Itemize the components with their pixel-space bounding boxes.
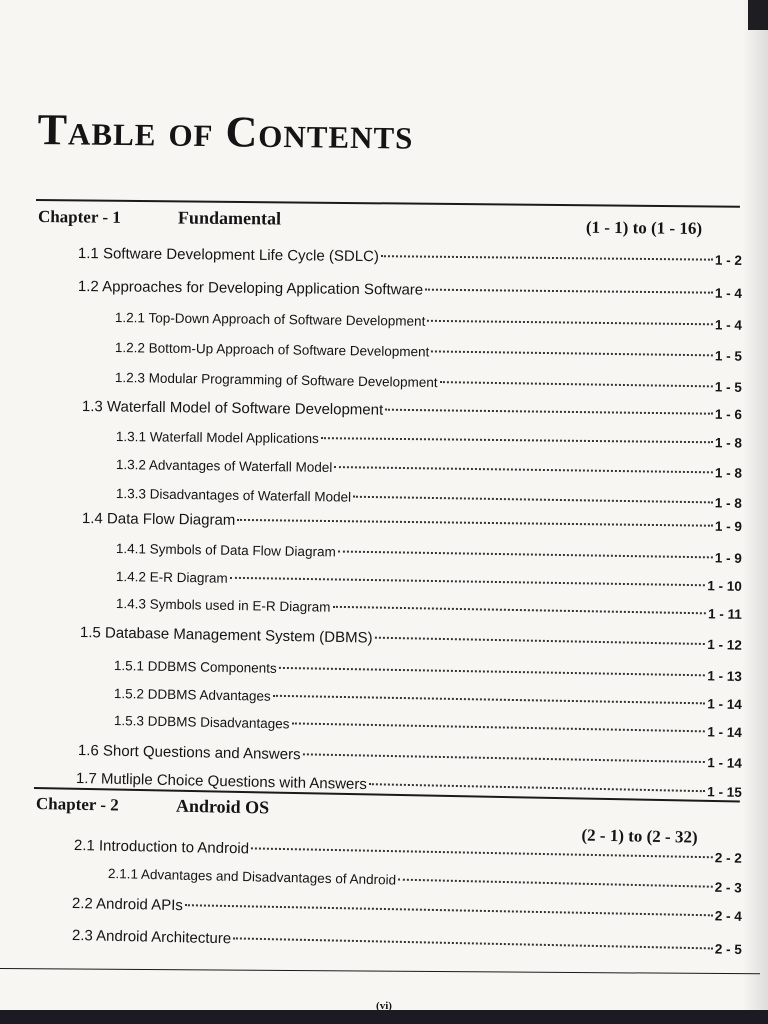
toc-entry-label: 1.4.2 E-R Diagram: [115, 569, 228, 586]
toc-entry-label: 1.2.1 Top-Down Approach of Software Development: [114, 310, 426, 329]
toc-entry: [116, 451, 742, 481]
toc-entry-label: 1.2.3 Modular Programming of Software Development: [114, 370, 438, 391]
toc-entry-page: 1 - 9: [714, 550, 742, 566]
toc-entry: [78, 273, 742, 302]
dot-leader: [233, 921, 713, 949]
toc-entry: [76, 765, 742, 801]
toc-entry: [116, 423, 742, 451]
toc-entry-page: 2 - 5: [714, 941, 742, 958]
dot-leader: [279, 651, 706, 676]
toc-entry: [116, 535, 742, 566]
chapter-number: Chapter - 1: [37, 207, 121, 227]
toc-entry: [82, 505, 742, 535]
toc-entry: [116, 563, 742, 594]
toc-entry-label: 2.3 Android Architecture: [71, 927, 232, 948]
page-title: Table of Contents: [37, 105, 414, 159]
dot-leader: [303, 737, 706, 763]
toc-entry-label: 1.1 Software Development Life Cycle (SDLC): [77, 245, 380, 266]
dot-leader: [440, 365, 714, 387]
dot-leader: [427, 304, 713, 325]
page-number-footer: (vi): [376, 1000, 392, 1012]
toc-entry-page: 1 - 11: [707, 606, 742, 622]
toc-entry-page: 1 - 13: [707, 668, 742, 684]
toc-entry-label: 1.5 Database Management System (DBMS): [79, 624, 373, 647]
dot-leader: [332, 590, 706, 615]
toc-entry-page: 2 - 4: [714, 908, 742, 924]
toc-entry-page: 1 - 2: [714, 252, 743, 268]
toc-entry-page: 1 - 5: [714, 348, 743, 364]
toc-entry-label: 1.3 Waterfall Model of Software Development: [81, 398, 384, 419]
dot-leader: [431, 334, 713, 356]
toc-entry-label: 1.4 Data Flow Diagram: [81, 510, 236, 529]
dot-leader: [425, 273, 713, 294]
toc-entry-label: 1.3.2 Advantages of Waterfall Model: [115, 457, 333, 476]
toc-entry-label: 1.5.1 DDBMS Components: [113, 658, 277, 676]
toc-entry-page: 1 - 9: [714, 518, 743, 535]
toc-entry: [114, 680, 742, 712]
dot-leader: [369, 767, 706, 792]
toc-entry-page: 2 - 2: [714, 850, 742, 866]
dot-leader: [230, 561, 706, 586]
toc-entry-label: 1.2 Approaches for Developing Application Software: [77, 278, 424, 299]
chapter-number: Chapter - 2: [35, 794, 119, 815]
toc-entry: [80, 619, 742, 654]
dot-leader: [321, 421, 713, 443]
dot-leader: [381, 239, 713, 260]
toc-entry-page: 1 - 14: [707, 696, 742, 712]
toc-entry-page: 2 - 3: [714, 879, 742, 896]
toc-entry-label: 1.5.2 DDBMS Advantages: [113, 686, 271, 704]
toc-entry-label: 1.3.3 Disadvantages of Waterfall Model: [115, 486, 352, 505]
toc-entry: [82, 393, 742, 423]
dot-leader: [385, 393, 713, 415]
toc-entry: [114, 707, 742, 740]
toc-entry-label: 1.3.1 Waterfall Model Applications: [115, 429, 319, 447]
toc-entry-label: 1.4.3 Symbols used in E-R Diagram: [115, 596, 331, 615]
toc-entry-label: 1.7 Mutliple Choice Questions with Answers: [75, 770, 368, 794]
toc-entry: [114, 652, 742, 684]
toc-entry-page: 1 - 14: [707, 755, 742, 771]
toc-entry-label: 1.2.2 Bottom-Up Approach of Software Development: [114, 340, 430, 360]
toc-entry-label: 2.1.1 Advantages and Disadvantages of Android: [107, 866, 397, 888]
toc-entry-label: 1.4.1 Symbols of Data Flow Diagram: [115, 541, 336, 560]
toc-entry-page: 1 - 8: [714, 465, 743, 481]
toc-entry: [115, 334, 742, 364]
toc-entry-page: 1 - 4: [714, 285, 743, 301]
toc-entry-page: 1 - 14: [707, 724, 742, 741]
toc-entry-page: 1 - 5: [714, 379, 742, 395]
chapter-page-range: (2 - 1) to (2 - 32): [581, 825, 698, 847]
toc-entry-page: 1 - 8: [714, 495, 742, 511]
dot-leader: [291, 706, 705, 732]
toc-entry-page: 1 - 4: [714, 317, 743, 333]
chapter-page-range: (1 - 1) to (1 - 16): [585, 217, 703, 238]
toc-entry-page: 1 - 8: [714, 435, 743, 451]
toc-entry-label: 1.6 Short Questions and Answers: [77, 742, 301, 764]
chapter-title: Fundamental: [177, 207, 282, 229]
dot-leader: [273, 679, 706, 705]
dot-leader: [353, 480, 713, 504]
chapter-title: Android OS: [175, 795, 270, 818]
toc-entry-page: 1 - 6: [714, 406, 743, 423]
dot-leader: [375, 621, 706, 645]
toc-entry: [72, 922, 742, 958]
dot-leader: [338, 534, 713, 558]
toc-entry: [72, 890, 742, 925]
toc-entry-page: 1 - 10: [707, 578, 742, 594]
toc-entry: [115, 304, 742, 333]
toc-entry-label: 2.1 Introduction to Android: [73, 837, 250, 858]
dot-leader: [334, 450, 713, 473]
toc-entry-page: 1 - 15: [707, 784, 742, 800]
toc-entry-label: 1.5.3 DDBMS Disadvantages: [113, 713, 290, 732]
toc-entry: [78, 240, 742, 269]
toc-entry-label: 2.2 Android APIs: [71, 895, 184, 915]
toc-entry: [116, 590, 742, 622]
toc-entry-page: 1 - 12: [707, 637, 742, 653]
toc-entry: [115, 364, 742, 395]
dot-leader: [251, 831, 713, 858]
dot-leader: [398, 863, 713, 888]
